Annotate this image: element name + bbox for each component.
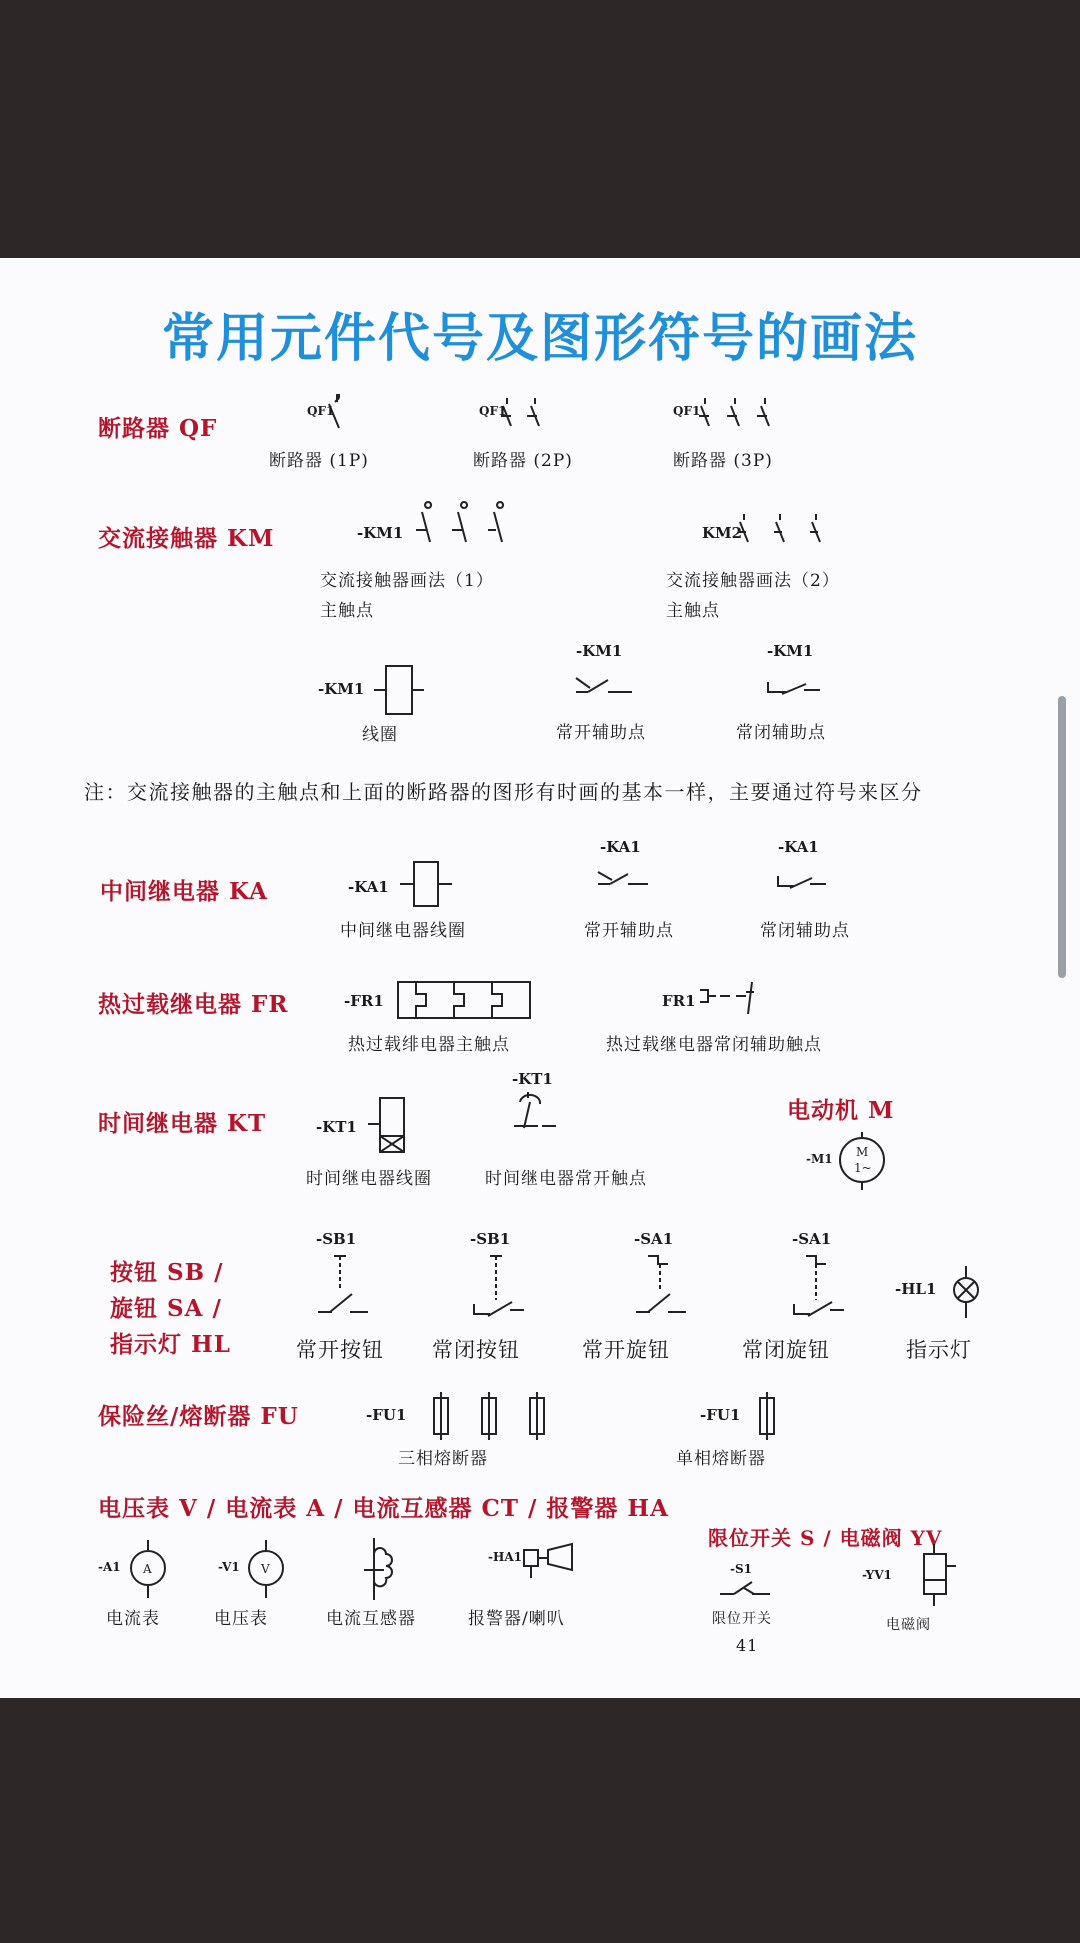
v1-code: -V1: [218, 1560, 240, 1574]
single-phase-fuse-symbol: [748, 1390, 788, 1442]
button-no-symbol: [310, 1254, 380, 1320]
section-knob: 旋钮 SA /: [110, 1295, 222, 1322]
contactor-no-aux-label: 常开辅助点: [556, 723, 646, 743]
voltmeter-label: 电压表: [214, 1609, 268, 1629]
section-fuse: 保险丝/熔断器 FU: [98, 1403, 299, 1430]
solenoid-valve-label: 电磁阀: [886, 1617, 931, 1633]
thermal-overload-main-label: 热过载绯电器主触点: [348, 1035, 510, 1055]
hl1-code: -HL1: [895, 1280, 937, 1298]
breaker-2p-label: 断路器 (2P): [473, 451, 573, 471]
relay-no-aux-symbol: [592, 862, 672, 892]
scrollbar-thumb[interactable]: [1058, 696, 1066, 978]
ammeter-glyph: A: [143, 1562, 152, 1576]
contactor-coil-symbol: [372, 662, 432, 718]
fr1-main-code: -FR1: [344, 992, 384, 1010]
contactor-main-contacts-2: [736, 504, 856, 548]
a1-code: -A1: [98, 1560, 121, 1574]
kt1-coil-code: -KT1: [316, 1118, 357, 1136]
limit-switch-label: 限位开关: [712, 1611, 772, 1627]
button-nc-label: 常闭按钮: [432, 1338, 520, 1362]
knob-no-label: 常开旋钮: [582, 1338, 670, 1362]
qf1-code-3p: QF1: [673, 404, 701, 418]
motor-glyph-m: M: [856, 1145, 869, 1159]
sa1-no-code: -SA1: [634, 1230, 674, 1248]
ka1-no-code: -KA1: [600, 838, 641, 856]
relay-coil-label: 中间继电器线圈: [340, 921, 466, 941]
contactor-method1-label: 交流接触器画法（1）: [320, 571, 494, 591]
m1-code: -M1: [806, 1152, 833, 1166]
current-transformer-symbol: [356, 1536, 400, 1604]
sb1-no-code: -SB1: [316, 1230, 357, 1248]
indicator-lamp-symbol: [944, 1264, 988, 1324]
timer-coil-label: 时间继电器线圈: [306, 1169, 432, 1189]
solenoid-valve-symbol: [908, 1542, 968, 1612]
breaker-1p-label: 断路器 (1P): [269, 451, 369, 471]
motor-glyph-phase: 1~: [854, 1161, 872, 1175]
knob-no-symbol: [628, 1254, 698, 1320]
main-contact-label-1: 主触点: [320, 601, 374, 621]
section-motor: 电动机 M: [787, 1097, 895, 1124]
contactor-nc-aux-symbol: [758, 672, 838, 700]
contactor-coil-label: 线圈: [362, 725, 398, 745]
voltmeter-glyph: V: [261, 1562, 270, 1576]
fu1-three-code: -FU1: [366, 1406, 407, 1424]
s1-code: -S1: [730, 1562, 752, 1576]
timer-no-contact-label: 时间继电器常开触点: [485, 1169, 647, 1189]
ka1-nc-code: -KA1: [778, 838, 819, 856]
km1-no-code: -KM1: [576, 642, 623, 660]
relay-nc-aux-symbol: [770, 868, 850, 894]
timer-no-contact-symbol: [508, 1090, 578, 1136]
page-number: 41: [736, 1636, 759, 1655]
ha1-code: -HA1: [488, 1550, 522, 1564]
km1-code-main: -KM1: [357, 524, 404, 542]
fr1-aux-code: FR1: [662, 992, 696, 1010]
motor-symbol: [834, 1130, 894, 1194]
ka1-coil-code: -KA1: [348, 878, 389, 896]
knob-nc-label: 常闭旋钮: [742, 1338, 830, 1362]
indicator-lamp-label: 指示灯: [906, 1338, 972, 1362]
section-meters: 电压表 V / 电流表 A / 电流互感器 CT / 报警器 HA: [98, 1495, 669, 1522]
thermal-overload-aux-symbol: [696, 978, 776, 1018]
thermal-overload-aux-label: 热过载继电器常闭辅助触点: [606, 1035, 822, 1055]
kt1-contact-code: -KT1: [512, 1070, 553, 1088]
section-relay: 中间继电器 KA: [100, 878, 268, 905]
button-nc-symbol: [462, 1254, 532, 1320]
current-transformer-label: 电流互感器: [326, 1609, 416, 1629]
single-phase-fuse-label: 单相熔断器: [676, 1449, 766, 1469]
contactor-no-aux-symbol: [566, 666, 646, 700]
breaker-3p-label: 断路器 (3P): [673, 451, 773, 471]
relay-no-aux-label: 常开辅助点: [584, 921, 674, 941]
km1-nc-code: -KM1: [767, 642, 814, 660]
km2-code-main: KM2: [702, 524, 743, 542]
section-limit-valve: 限位开关 S / 电磁阀 YV: [708, 1526, 943, 1550]
yv1-code: -YV1: [862, 1568, 892, 1582]
timer-coil-symbol: [366, 1094, 422, 1158]
section-button: 按钮 SB /: [110, 1259, 224, 1286]
limit-switch-symbol: [716, 1576, 786, 1604]
section-contactor: 交流接触器 KM: [98, 525, 275, 552]
alarm-horn-label: 报警器/喇叭: [468, 1609, 565, 1629]
page-title: 常用元件代号及图形符号的画法: [161, 309, 918, 369]
contactor-nc-aux-label: 常闭辅助点: [736, 723, 826, 743]
section-indicator: 指示灯 HL: [110, 1331, 231, 1358]
sb1-nc-code: -SB1: [470, 1230, 511, 1248]
voltmeter-symbol: [242, 1538, 292, 1602]
qf1-code-1p: QF1: [307, 404, 335, 418]
thermal-overload-main-symbol: [392, 978, 542, 1024]
note-text: 注：交流接触器的主触点和上面的断路器的图形有时画的基本一样，主要通过符号来区分: [84, 780, 923, 804]
ammeter-symbol: [124, 1538, 174, 1602]
qf1-code-2p: QF1: [479, 404, 507, 418]
three-phase-fuse-label: 三相熔断器: [398, 1449, 488, 1469]
relay-coil-symbol: [398, 858, 458, 910]
main-contact-label-2: 主触点: [666, 601, 720, 621]
ammeter-label: 电流表: [106, 1609, 160, 1629]
km1-coil-code: -KM1: [318, 680, 365, 698]
relay-nc-aux-label: 常闭辅助点: [760, 921, 850, 941]
section-breaker: 断路器 QF: [98, 415, 218, 442]
fu1-single-code: -FU1: [700, 1406, 741, 1424]
button-no-label: 常开按钮: [296, 1338, 384, 1362]
knob-nc-symbol: [782, 1254, 852, 1320]
three-phase-fuse-symbol: [420, 1390, 570, 1442]
section-thermal-overload: 热过载继电器 FR: [98, 991, 289, 1018]
contactor-method2-label: 交流接触器画法（2）: [666, 571, 840, 591]
sa1-nc-code: -SA1: [792, 1230, 832, 1248]
section-timer-relay: 时间继电器 KT: [98, 1110, 267, 1137]
contactor-main-contacts-1: [400, 504, 520, 548]
alarm-horn-symbol: [520, 1540, 590, 1584]
